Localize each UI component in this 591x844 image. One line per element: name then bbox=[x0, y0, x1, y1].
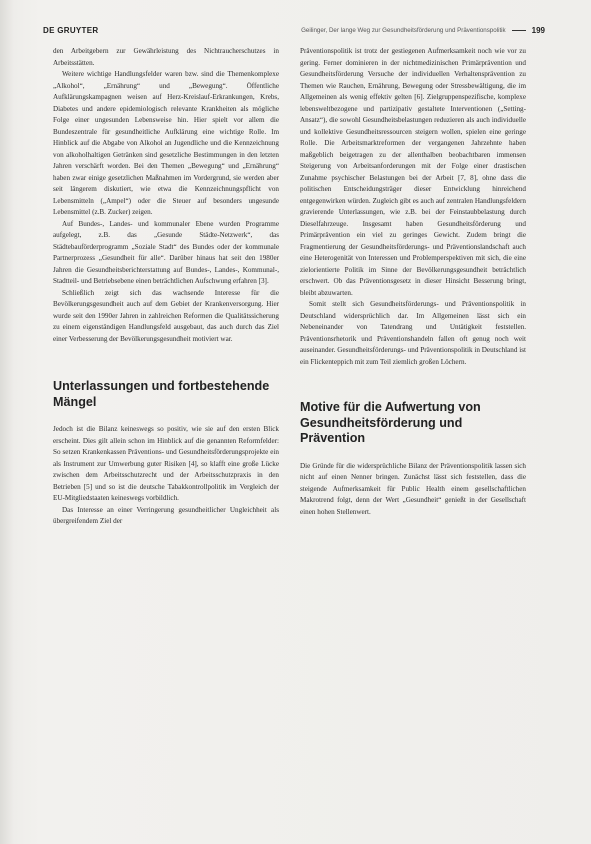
section-heading: Motive für die Aufwertung von Gesundheitsförderung und Prävention bbox=[300, 400, 481, 445]
running-header bbox=[43, 22, 545, 38]
paragraph: Jedoch ist die Bilanz keineswegs so positiv, wie sie auf den ersten Blick erscheint. Dies gilt allein schon im Hinblick auf die genannten Reformfelder: So setzen Krankenkassen Präventions- und Gesundheitsförderungsprojekte ein als Instrument zur Umwerbung guter Risiken [4], so klafft eine große Lücke zwischen dem Arbeitsschutzrecht und der Arbeitsschutzpraxis in den Betrieben [5] und so ist die deutsche Tabakkontrollpolitik im Vergleich der EU-Mitgliedstaaten keineswegs vorbildlich. bbox=[53, 425, 279, 502]
left-column bbox=[53, 46, 279, 528]
publisher-name: DE GRUYTER bbox=[43, 25, 99, 35]
section-heading: Unterlassungen und fortbestehende Mängel bbox=[53, 379, 270, 409]
paragraph: Die Gründe für die widersprüchliche Bilanz der Präventionspolitik lassen sich nicht auf einen Nenner bringen. Zunächst lässt sich feststellen, dass die steigende Aufmerksamkeit für Public Health einem gesellschaftlichen Makrotrend folgt, denn der Wert „Gesundheit“ genießt in der Gesellschaft einen hohen Stellenwert. bbox=[300, 461, 526, 516]
page-number: 199 bbox=[531, 25, 545, 35]
paragraph: den Arbeitgebern zur Gewährleistung des Nichtraucherschutzes in Arbeitsstätten. bbox=[53, 47, 279, 67]
right-column bbox=[300, 46, 526, 518]
running-title: Geilinger, Der lange Weg zur Gesundheitsförderung und Präventionspolitik bbox=[301, 26, 506, 34]
header-rule bbox=[512, 30, 526, 31]
paragraph: Somit stellt sich Gesundheitsförderungs- und Präventionspolitik in Deutschland widersprüchlich dar. Im Allgemeinen lässt sich ein Nebeneinander von Tatendrang und Untätigkeit feststellen. Präventionsrhetorik und Präventionshandeln fallen oft genug noch weit auseinander. Gesundheitsförderungs- und Präventionspolitik in Deutschland ist ein Flickenteppich mit zum Teil ziemlich großen Löchern. bbox=[300, 300, 526, 366]
header-right bbox=[301, 26, 545, 35]
paragraph: Das Interesse an einer Verringerung gesundheitlicher Ungleichheit als übergreifendem Ziel der bbox=[53, 505, 279, 525]
paragraph: Schließlich zeigt sich das wachsende Interesse für die Bevölkerungsgesundheit auch auf dem Gebiet der Krankenversorgung. Hier wurde seit den 1990er Jahren in zahlreichen Reformen die Qualitätssicherung zu einem eigenständigen Handlungsfeld ausgebaut, das auch durch das Ziel einer Verbesserung der Bevölkerungsgesundheit motiviert war. bbox=[53, 288, 279, 343]
paragraph: Präventionspolitik ist trotz der gestiegenen Aufmerksamkeit noch wie vor zu gering. Ferner dominieren in der nichtmedizinischen Primärprävention und Gesundheitsförderung Versuche der individuellen Verhaltensprävention zu Themen wie Rauchen, Ernährung, Bewegung oder Stressbewältigung, die im Allgemeinen als wenig effektiv gelten [6]. Zielgruppenspezifische, komplexe lebensweltbezogene und partizipativ gestaltete Interventionen („Setting-Ansatz“), die sowohl Gesundheitsbelastungen reduzieren als auch individuelle und kollektive Gesundheitsressourcen steigern wollen, spielen eine geringe Rolle. Die Arbeitsmarktreformen der vergangenen Jahrzehnte haben maßgeblich beigetragen zu der allenthalben beobachtbaren immensen Steigerung von Arbeitsanforderungen mit der Folge einer drastischen Zunahme psychischer Belastungen bei der Arbeit [7, 8], ohne dass die politischen Entscheidungsträger dieser Entwicklung hinreichend entgegenwirken würden. Zugleich gibt es auch auf zentralen Handlungsfeldern gravierende Unterlassungen, wie z.B. bei der Feinstaubbelastung durch Dieselfahrzeuge. Insgesamt haben Gesundheitsförderung und Primärprävention ein viel zu geringes Gewicht. Zudem bringt die Fragmentierung der Gesundheitsförderungs- und Präventionslandschaft auch eine Heterogenität von Interessen und Problemperspektiven mit sich, die eine zielorientierte Politik im Sinne der Bevölkerungsgesundheit beträchtlich erschwert. Ob das Präventionsgesetz in dieser Hinsicht Besserung bringt, bleibt abzuwarten. bbox=[300, 47, 526, 297]
paragraph: Auf Bundes-, Landes- und kommunaler Ebene wurden Programme aufgelegt, z.B. das „Gesunde Städte-Netzwerk“, das Städtebauförderprogramm „Soziale Stadt“ des Bundes oder der kommunale Partnerprozess „Gesundheit für alle“. Darüber hinaus hat seit den 1980er Jahren die Gesundheitsberichterstattung auf Bundes-, Landes-, Kommunal-, Stadtteil- und Betriebsebene einen beträchtlichen Aufschwung erfahren [3]. bbox=[53, 219, 279, 285]
paragraph: Weitere wichtige Handlungsfelder waren bzw. sind die Themenkomplexe „Alkohol“, „Ernährung“ und „Bewegung“. Öffentliche Aufklärungskampagnen weisen auf Herz-Kreislauf-Erkrankungen, Krebs, Diabetes und andere epidemiologisch relevante Krankheiten als mögliche Folge einer ungesunden Lebensweise hin. Hier spielt vor allem die Bundeszentrale für gesundheitliche Aufklärung eine wichtige Rolle. Im Hinblick auf die Abgabe von Alkohol an Jugendliche und die Kennzeichnung von alkoholhaltigen Getränken sind gesetzliche Bestimmungen in den letzten Jahren verschärft worden. Bei den Themen „Bewegung“ und „Ernährung“ haben zwar einige gesetzlichen Maßnahmen im Vordergrund, sie werden aber seit längerem diskutiert, wie etwa die Kennzeichnungspflicht von Lebensmitteln („Ampel“) oder die Steuer auf besonders ungesunde Lebensmittel (z.B. Zucker) zeigen. bbox=[53, 70, 279, 216]
